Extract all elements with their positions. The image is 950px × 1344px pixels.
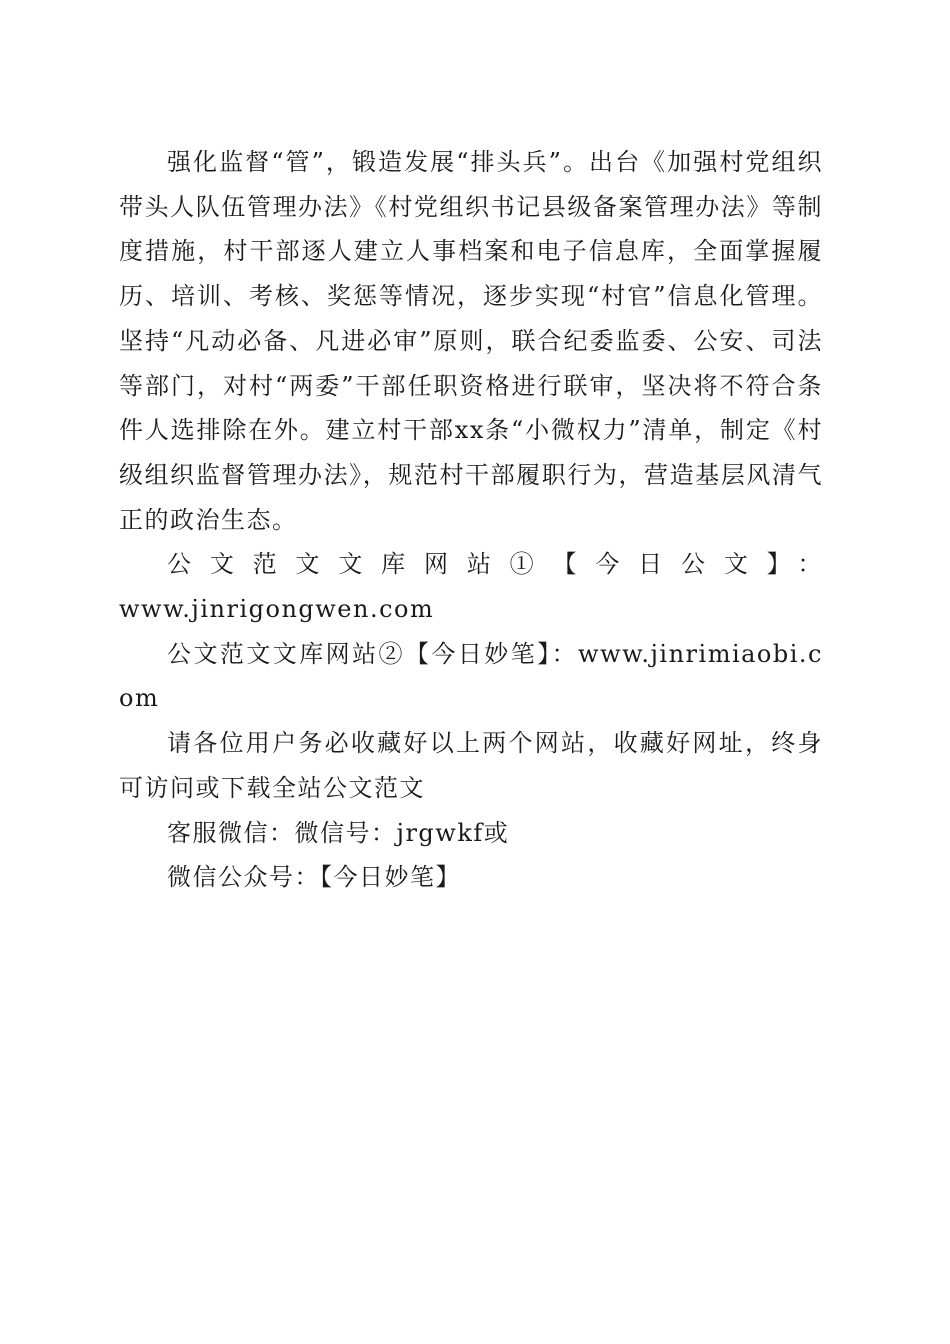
site2-line: 公文范文文库网站②【今日妙笔】：www.jinrimiaobi.com <box>119 639 823 713</box>
site1-url: www.jinrigongwen.com <box>119 595 435 624</box>
wechat-line: 客服微信：微信号：jrgwkf或 <box>167 818 510 847</box>
document-body <box>119 140 823 900</box>
notice-paragraph: 请各位用户务必收藏好以上两个网站，收藏好网址，终身可访问或下载全站公文范文 <box>119 729 823 802</box>
body-paragraph: 强化监督“管”，锻造发展“排头兵”。出台《加强村党组织带头人队伍管理办法》《村党组织书记县级备案管理办法》等制度措施，村干部逐人建立人事档案和电子信息库，全面掌握履历、培训、考核、奖惩等情况，逐步实现“村官”信息化管理。坚持“凡动必备、凡进必审”原则，联合纪委监委、公安、司法等部门，对村“两委”干部任职资格进行联审，坚决将不符合条件人选排除在外。建立村干部xx条“小微权力”清单，制定《村级组织监督管理办法》，规范村干部履职行为，营造基层风清气正的政治生态。 <box>119 148 823 534</box>
site1-label: 公文范文文库网站①【今日公文】： <box>167 550 823 579</box>
official-account-line: 微信公众号：【今日妙笔】 <box>167 863 461 892</box>
